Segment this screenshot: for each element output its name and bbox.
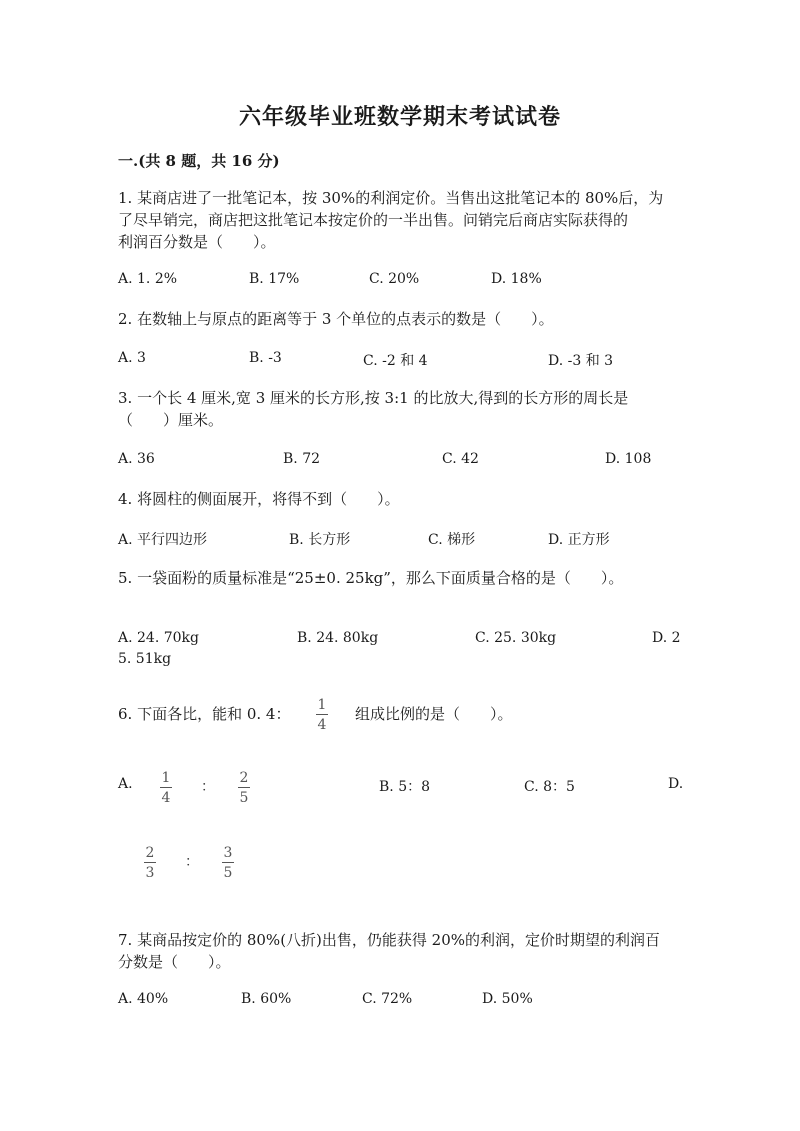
question-3-option-d[interactable]: D. 108 [605,451,652,467]
fraction-bar [222,862,234,863]
question-6-option-d-fraction-1 [144,845,156,881]
question-7-option-c[interactable]: C. 72% [362,991,413,1007]
question-4-option-b[interactable]: B. 长方形 [289,532,351,548]
question-3-option-c[interactable]: C. 42 [442,451,479,467]
question-1-option-d[interactable]: D. 18% [491,271,542,287]
fraction-bar [316,714,328,715]
question-6-option-a-fraction-2 [238,770,250,806]
question-6-option-a-fraction-1 [160,770,172,806]
question-1-line-3: 利润百分数是（ ）。 [118,233,276,251]
question-5-option-d-continued: 5. 51kg [118,651,172,667]
question-3-line-1: 3. 一个长 4 厘米,宽 3 厘米的长方形,按 3:1 的比放大,得到的长方形的周长是 [118,389,629,407]
question-6-option-a-label: A. [118,776,133,792]
question-2-option-a[interactable]: A. 3 [118,350,146,366]
fraction-bar [238,787,250,788]
question-2-option-c[interactable]: C. -2 和 4 [363,353,428,369]
question-6-option-d-label: D. [668,776,684,792]
question-2-line-1: 2. 在数轴上与原点的距离等于 3 个单位的点表示的数是（ ）。 [118,310,554,328]
question-7-option-a[interactable]: A. 40% [118,991,169,1007]
question-4-option-c[interactable]: C. 梯形 [428,532,476,548]
question-1-line-1: 1. 某商店进了一批笔记本，按 30%的利润定价。当售出这批笔记本的 80%后，为 [118,189,664,207]
fraction-denominator: 5 [223,865,233,881]
question-6-option-b[interactable]: B. 5：8 [379,779,431,795]
question-5-option-a[interactable]: A. 24. 70kg [118,630,199,646]
fraction-bar [144,862,156,863]
question-1-option-c[interactable]: C. 20% [369,271,420,287]
question-2-option-d[interactable]: D. -3 和 3 [548,353,614,369]
fraction-denominator: 4 [161,790,171,806]
question-5-option-c[interactable]: C. 25. 30kg [475,630,557,646]
question-6-prefix: 6. 下面各比，能和 0. 4： [118,705,291,723]
fraction-numerator: 2 [239,770,249,786]
question-5-option-d[interactable]: D. 2 [652,630,681,646]
question-5-line-1: 5. 一袋面粉的质量标准是“25±0. 25kg”，那么下面质量合格的是（ ）。 [118,569,624,587]
fraction-denominator: 3 [145,865,155,881]
question-6-fraction [316,697,328,733]
question-1-line-2: 了尽早销完，商店把这批笔记本按定价的一半出售。问销完后商店实际获得的 [118,211,629,229]
question-4-option-d[interactable]: D. 正方形 [548,532,610,548]
question-4-option-a[interactable]: A. 平行四边形 [118,532,208,548]
question-6-suffix: 组成比例的是（ ）。 [355,705,513,723]
question-1-option-b[interactable]: B. 17% [249,271,300,287]
fraction-denominator: 4 [317,717,327,733]
fraction-numerator: 3 [223,845,233,861]
page-title: 六年级毕业班数学期末考试试卷 [238,104,561,130]
question-3-option-a[interactable]: A. 36 [118,451,155,467]
question-6-option-c[interactable]: C. 8：5 [524,779,575,795]
fraction-denominator: 5 [239,790,249,806]
question-6-option-d-fraction-2 [222,845,234,881]
question-7-option-b[interactable]: B. 60% [241,991,292,1007]
question-3-option-b[interactable]: B. 72 [283,451,321,467]
ratio-colon: ： [185,854,199,870]
question-5-option-b[interactable]: B. 24. 80kg [297,630,379,646]
fraction-numerator: 1 [317,697,327,713]
fraction-numerator: 2 [145,845,155,861]
question-1-option-a[interactable]: A. 1. 2% [118,271,178,287]
question-4-line-1: 4. 将圆柱的侧面展开，将得不到（ ）。 [118,490,400,508]
fraction-bar [160,787,172,788]
fraction-numerator: 1 [161,770,171,786]
question-3-line-2: （ ）厘米。 [118,411,224,429]
question-7-option-d[interactable]: D. 50% [482,991,533,1007]
question-7-line-2: 分数是（ ）。 [118,953,231,971]
question-7-line-1: 7. 某商品按定价的 80%(八折)出售，仍能获得 20%的利润，定价时期望的利润百 [118,931,661,949]
section-heading: 一.(共 8 题，共 16 分) [118,152,280,170]
question-2-option-b[interactable]: B. -3 [249,350,282,366]
ratio-colon: ： [201,779,215,795]
